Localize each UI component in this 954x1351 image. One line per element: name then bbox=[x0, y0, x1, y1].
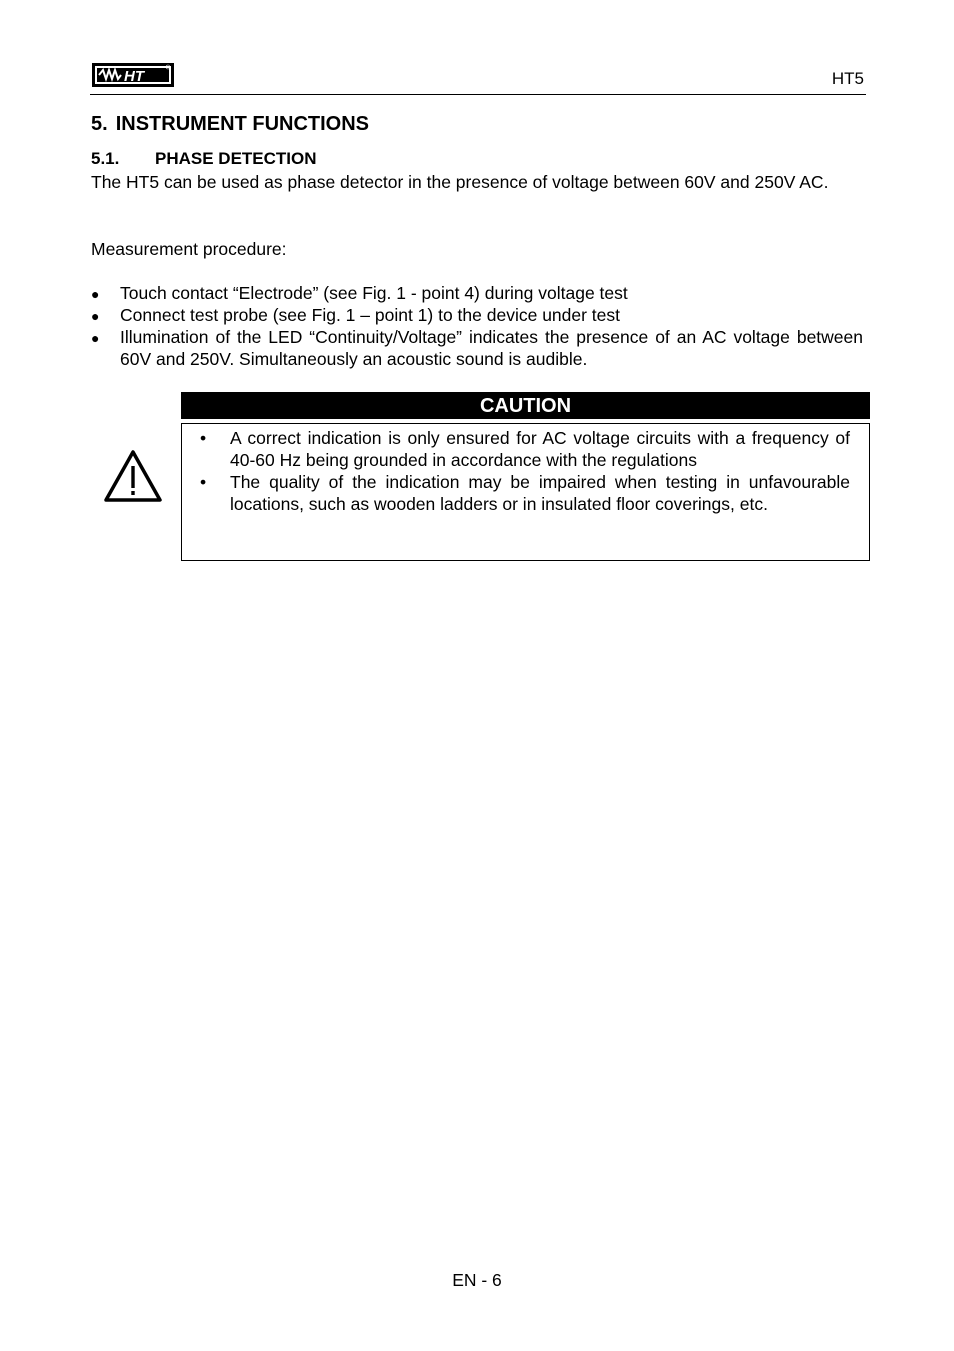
bullet: ● bbox=[91, 330, 100, 346]
bullet: • bbox=[200, 428, 207, 448]
caution-text: A correct indication is only ensured for AC voltage circuits with a frequency of 40-60 Hz being grounded in accordance with the regulations bbox=[230, 428, 850, 470]
warning-triangle-icon bbox=[103, 449, 163, 503]
procedure-label: Measurement procedure: bbox=[91, 239, 287, 259]
subsection-number: 5.1. bbox=[91, 149, 120, 168]
caution-text: The quality of the indication may be impaired when testing in unfavourable locations, such as wooden ladders or in insulated floor coverings, etc. bbox=[230, 472, 850, 514]
subsection-title-text: PHASE DETECTION bbox=[155, 149, 317, 168]
list-item bbox=[91, 326, 863, 370]
page-header bbox=[90, 60, 866, 95]
step-text: Touch contact “Electrode” (see Fig. 1 - point 4) during voltage test bbox=[120, 283, 628, 303]
model-tag: HT5 bbox=[831, 69, 864, 88]
caution-title: CAUTION bbox=[181, 392, 870, 419]
caution-list bbox=[200, 427, 850, 515]
list-item bbox=[200, 427, 850, 471]
subsection-title bbox=[91, 149, 317, 169]
section-number: 5. bbox=[91, 113, 108, 135]
list-item bbox=[91, 304, 863, 326]
list-item bbox=[91, 282, 863, 304]
list-item bbox=[200, 471, 850, 515]
bullet: ● bbox=[91, 286, 100, 302]
page-number: EN - 6 bbox=[452, 1270, 502, 1290]
step-text: Illumination of the LED “Continuity/Voltage” indicates the presence of an AC voltage between 60V and 250V. Simultaneously an acoustic sound is audible. bbox=[120, 327, 863, 369]
ht-logo-icon bbox=[92, 62, 174, 88]
caution-box bbox=[181, 423, 870, 561]
bullet: ● bbox=[91, 308, 100, 324]
section-title bbox=[91, 113, 369, 136]
intro-paragraph: The HT5 can be used as phase detector in the presence of voltage between 60V and 250V AC. bbox=[91, 172, 829, 192]
procedure-steps bbox=[91, 282, 863, 370]
logo-text: HT bbox=[124, 68, 144, 85]
section-title-text: INSTRUMENT FUNCTIONS bbox=[115, 113, 370, 135]
step-text: Connect test probe (see Fig. 1 – point 1) to the device under test bbox=[120, 305, 621, 325]
bullet: • bbox=[200, 472, 207, 492]
